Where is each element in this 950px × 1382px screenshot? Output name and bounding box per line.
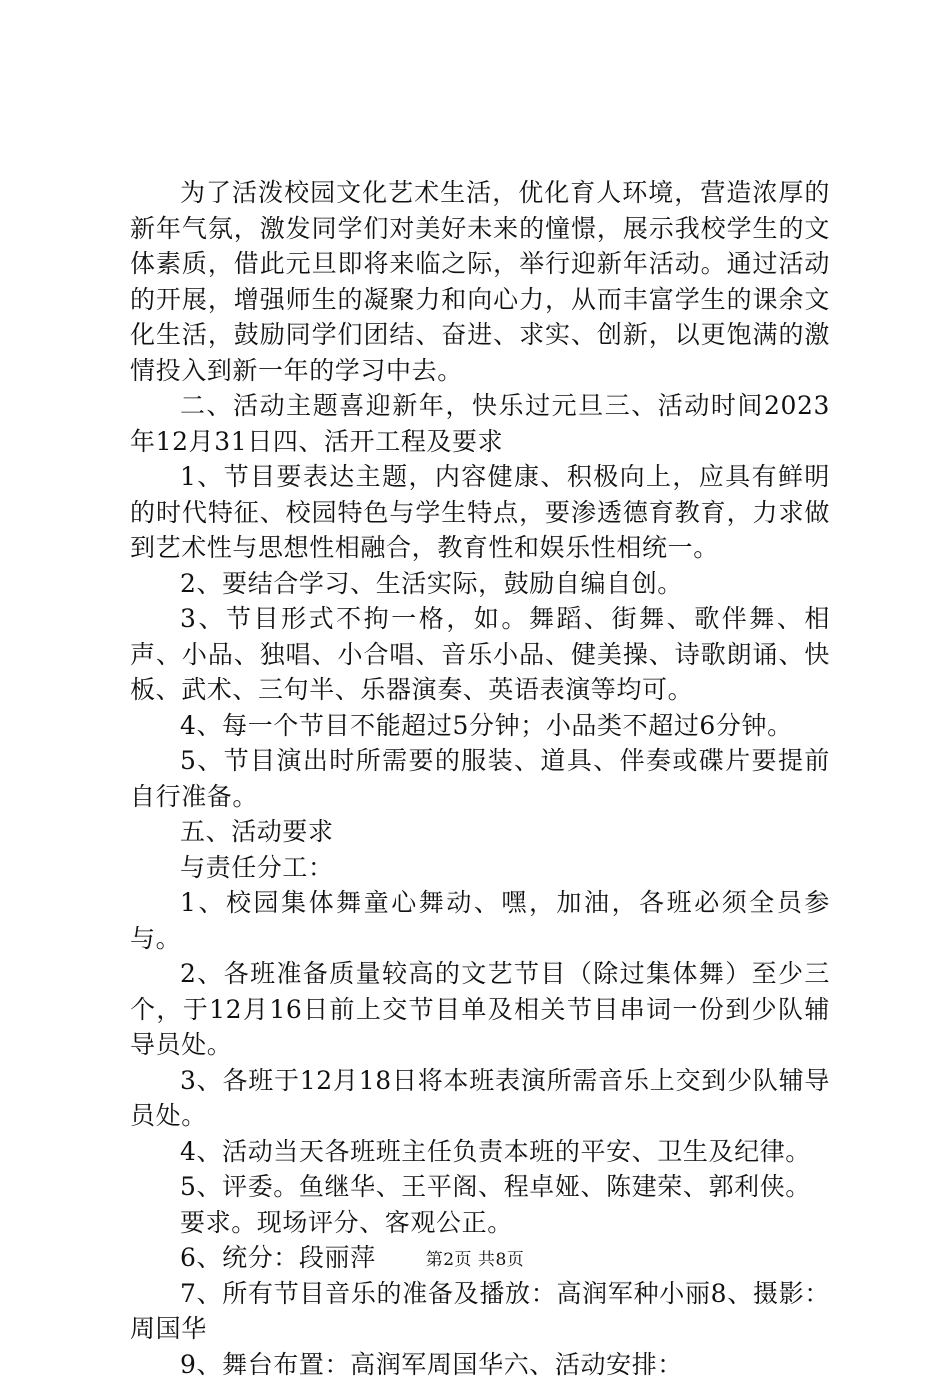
paragraph-item-5: 5、节目演出时所需要的服装、道具、伴奏或碟片要提前自行准备。: [130, 743, 830, 814]
paragraph-duty-4: 4、活动当天各班班主任负责本班的平安、卫生及纪律。: [130, 1134, 830, 1170]
paragraph-item-1: 1、节目要表达主题，内容健康、积极向上，应具有鲜明的时代特征、校园特色与学生特点，要渗透德育教育，力求做到艺术性与思想性相融合，教育性和娱乐性相统一。: [130, 459, 830, 566]
paragraph-item-2: 2、要结合学习、生活实际，鼓励自编自创。: [130, 566, 830, 602]
paragraph-duty-2: 2、各班准备质量较高的文艺节目（除过集体舞）至少三个，于12月16日前上交节目单及相关节目串词一份到少队辅导员处。: [130, 956, 830, 1063]
paragraph-duty-5-requirement: 要求。现场评分、客观公正。: [130, 1205, 830, 1241]
section-heading-division: 与责任分工：: [130, 850, 830, 886]
document-body: [130, 175, 830, 1382]
paragraph-theme-time: 二、活动主题喜迎新年，快乐过元旦三、活动时间2023年12月31日四、活开工程及要求: [130, 388, 830, 459]
paragraph-item-3: 3、节目形式不拘一格，如。舞蹈、街舞、歌伴舞、相声、小品、独唱、小合唱、音乐小品、健美操、诗歌朗诵、快板、武术、三句半、乐器演奏、英语表演等均可。: [130, 601, 830, 708]
page-number-label: 第2页 共8页: [426, 1250, 525, 1270]
paragraph-duty-6: 6、统分：段丽萍: [130, 1240, 830, 1276]
paragraph-duty-9: 9、舞台布置：高润军周国华六、活动安排：: [130, 1347, 830, 1382]
paragraph-duty-5: 5、评委。鱼继华、王平阁、程卓娅、陈建荣、郭利侠。: [130, 1169, 830, 1205]
paragraph-intro: 为了活泼校园文化艺术生活，优化育人环境，营造浓厚的新年气氛，激发同学们对美好未来的憧憬，展示我校学生的文体素质，借此元旦即将来临之际，举行迎新年活动。通过活动的开展，增强师生的凝聚力和向心力，从而丰富学生的课余文化生活，鼓励同学们团结、奋进、求实、创新，以更饱满的激情投入到新一年的学习中去。: [130, 175, 830, 388]
paragraph-duty-3: 3、各班于12月18日将本班表演所需音乐上交到少队辅导员处。: [130, 1063, 830, 1134]
paragraph-duty-1: 1、校园集体舞童心舞动、嘿，加油，各班必须全员参与。: [130, 885, 830, 956]
paragraph-item-4: 4、每一个节目不能超过5分钟；小品类不超过6分钟。: [130, 708, 830, 744]
section-heading-requirements: 五、活动要求: [130, 814, 830, 850]
page-footer: [0, 1245, 950, 1270]
paragraph-duty-7: 7、所有节目音乐的准备及播放：高润军种小丽8、摄影：周国华: [130, 1276, 830, 1347]
